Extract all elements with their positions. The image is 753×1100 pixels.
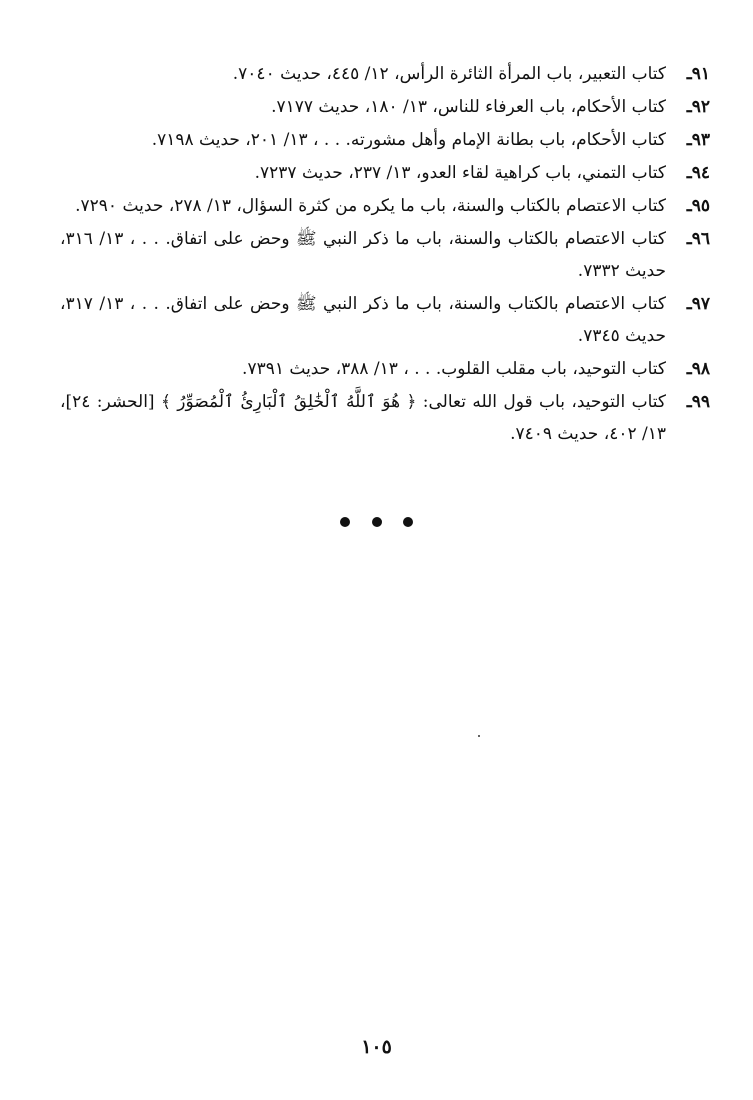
footnote-93 <box>60 124 710 156</box>
footnote-number: ٩٤ـ <box>686 163 710 183</box>
footnote-96 <box>60 223 710 287</box>
footnote-text: كتاب الاعتصام بالكتاب والسنة، باب ما ذكر النبي ﷺ وحض على اتفاق. . . ، ١٣/ ٣١٧، حديث ٧٣٤٥. <box>60 294 666 346</box>
footnote-98 <box>60 353 710 385</box>
footnote-number: ٩٣ـ <box>686 130 710 150</box>
footnote-94 <box>60 157 710 189</box>
footnote-number: ٩١ـ <box>686 64 710 84</box>
footnote-text: كتاب التوحيد، باب قول الله تعالى: ﴿ هُوَ ٱللَّهُ ٱلْخَٰلِقُ ٱلْبَارِئُ ٱلْمُصَوِّرُ ﴾ [الحشر: ٢٤]، ١٣/ ٤٠٢، حديث ٧٤٠٩. <box>60 392 666 444</box>
stray-speck <box>478 735 480 737</box>
footnote-text: كتاب الأحكام، باب العرفاء للناس، ١٣/ ١٨٠، حديث ٧١٧٧. <box>271 97 666 117</box>
footnote-91 <box>60 58 710 90</box>
footnote-text: كتاب الاعتصام بالكتاب والسنة، باب ما يكره من كثرة السؤال، ١٣/ ٢٧٨، حديث ٧٢٩٠. <box>75 196 666 216</box>
footnote-97 <box>60 288 710 352</box>
footnotes-list <box>60 58 710 450</box>
footnote-text: كتاب التوحيد، باب مقلب القلوب. . . ، ١٣/ ٣٨٨، حديث ٧٣٩١. <box>242 359 666 379</box>
footnote-99 <box>60 386 710 450</box>
divider-dot-icon <box>340 517 350 527</box>
footnote-number: ٩٦ـ <box>686 229 710 249</box>
divider-dot-icon <box>372 517 382 527</box>
footnote-95 <box>60 190 710 222</box>
footnote-text: كتاب الأحكام، باب بطانة الإمام وأهل مشورته. . . ، ١٣/ ٢٠١، حديث ٧١٩٨. <box>151 130 666 150</box>
footnote-text: كتاب التعبير، باب المرأة الثائرة الرأس، ١٢/ ٤٤٥، حديث ٧٠٤٠. <box>232 64 666 84</box>
footnote-number: ٩٧ـ <box>686 294 710 314</box>
footnote-92 <box>60 91 710 123</box>
footnote-number: ٩٩ـ <box>686 392 710 412</box>
footnote-number: ٩٨ـ <box>686 359 710 379</box>
divider-dot-icon <box>403 517 413 527</box>
footnote-text: كتاب التمني، باب كراهية لقاء العدو، ١٣/ ٢٣٧، حديث ٧٢٣٧. <box>254 163 666 183</box>
page-number: ١٠٥ <box>361 1036 392 1058</box>
footnote-text: كتاب الاعتصام بالكتاب والسنة، باب ما ذكر النبي ﷺ وحض على اتفاق. . . ، ١٣/ ٣١٦، حديث ٧٣٣٢. <box>60 229 666 281</box>
section-divider <box>0 512 753 531</box>
footnote-number: ٩٥ـ <box>686 196 710 216</box>
footnote-number: ٩٢ـ <box>686 97 710 117</box>
